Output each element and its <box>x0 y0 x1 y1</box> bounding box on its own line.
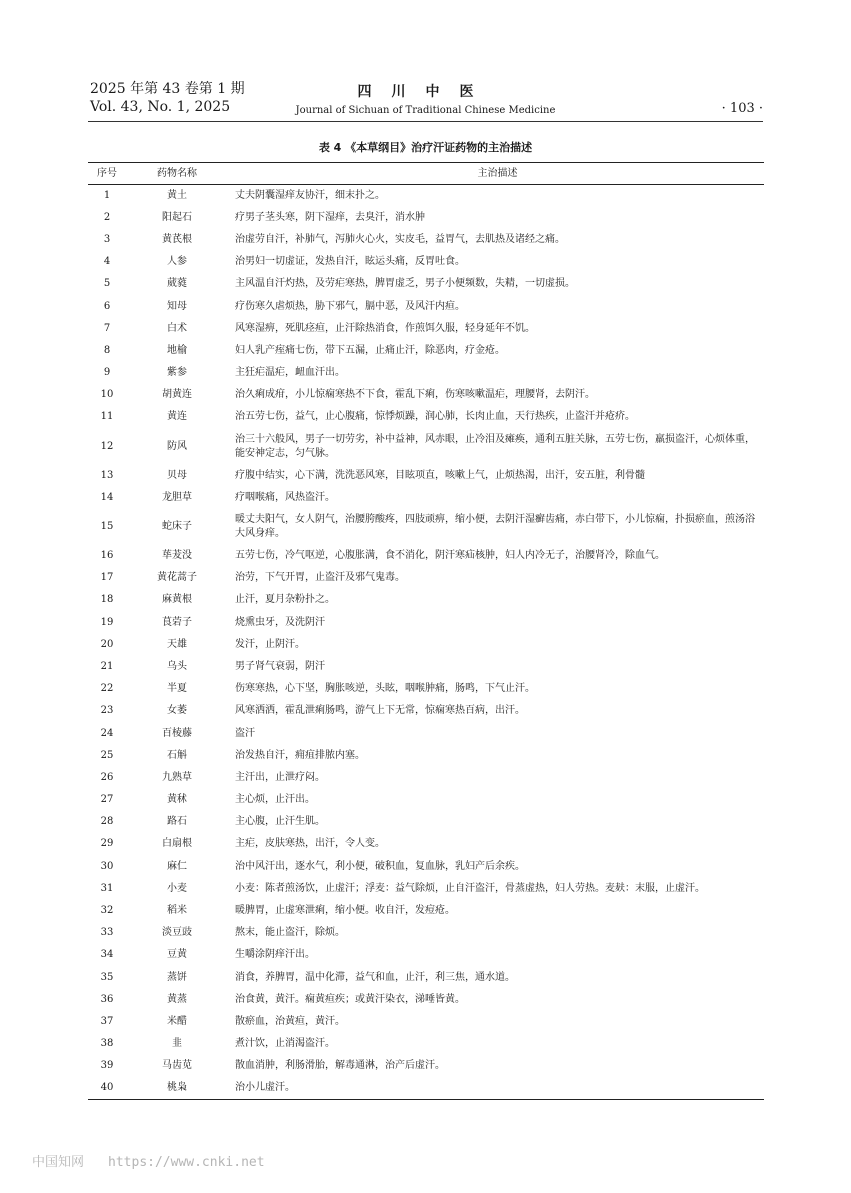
page-number: · 103 · <box>721 101 763 116</box>
herb-name: 蛇床子 <box>162 520 192 532</box>
herb-name: 龙胆草 <box>162 491 192 503</box>
table-row <box>88 922 764 944</box>
row-index: 20 <box>100 638 114 650</box>
herb-description: 熬末，能止盗汗，除烦。 <box>235 927 345 939</box>
table-row <box>88 634 764 656</box>
row-index: 29 <box>100 838 114 850</box>
table-row <box>88 589 764 611</box>
table-row <box>88 678 764 700</box>
table-row <box>88 384 764 406</box>
herb-description: 治三十六般风，男子一切劳劣，补中益神，风赤眼，止冷泪及瘫痪，通利五脏关脉，五劳七伤，羸损盗汗，心烦体重，能安神定志，匀气脉。 <box>235 433 755 459</box>
row-index: 38 <box>100 1038 114 1050</box>
herb-name: 九熟草 <box>162 771 192 783</box>
herb-description: 暖丈夫阳气，女人阴气，治腰胯酸疼，四肢顽痹，缩小便，去阴汗湿癣齿痛，赤白带下，小儿惊痫，扑损瘀血，煎汤浴大风身痒。 <box>235 513 755 539</box>
table-row <box>88 465 764 487</box>
herb-description: 治五劳七伤，益气，止心腹痛，惊悸烦躁，润心肺，长肉止血，天行热疾，止盗汗并疮疥。 <box>235 411 635 423</box>
table-row <box>88 989 764 1011</box>
table-row <box>88 700 764 722</box>
herb-name: 女萎 <box>167 705 187 717</box>
row-index: 1 <box>103 189 111 201</box>
herb-name: 知母 <box>167 300 187 312</box>
herb-description: 暖脾胃，止虚寒泄痢，缩小便。收自汗，发痘疮。 <box>235 905 455 917</box>
herb-description: 男子肾气衰弱，阴汗 <box>235 660 325 672</box>
herb-description: 散血消肿，利肠滑胎，解毒通淋，治产后虚汗。 <box>235 1060 445 1072</box>
herb-description: 主心腹，止汗生肌。 <box>235 816 325 828</box>
herb-name: 葳蕤 <box>167 278 187 290</box>
row-index: 10 <box>100 389 114 401</box>
row-index: 32 <box>100 905 114 917</box>
table-row <box>88 856 764 878</box>
row-index: 17 <box>100 572 114 584</box>
header-index: 序号 <box>88 163 126 185</box>
herb-name: 贝母 <box>167 469 187 481</box>
table-row <box>88 251 764 273</box>
herb-description: 治发热自汗，痈疽排脓内塞。 <box>235 749 365 761</box>
cnki-watermark <box>32 1151 265 1170</box>
watermark-site: 中国知网 <box>32 1155 85 1170</box>
herb-name: 黄芪根 <box>162 233 192 245</box>
herb-description: 妇人乳产痓痛七伤，带下五漏，止痛止汗，除恶肉，疗金疮。 <box>235 344 505 356</box>
row-index: 13 <box>100 469 114 481</box>
herb-name: 黄土 <box>167 189 187 201</box>
herb-name: 茛菪子 <box>162 616 192 628</box>
herb-name: 黄蒸 <box>167 993 187 1005</box>
herb-name: 淡豆豉 <box>162 927 192 939</box>
herb-description: 治劳，下气开胃，止盗汗及邪气鬼毒。 <box>235 572 405 584</box>
table-row <box>88 833 764 855</box>
herb-name: 百棱藤 <box>162 727 192 739</box>
watermark-url: https://www.cnki.net <box>108 1155 265 1170</box>
table-header-row <box>88 163 764 185</box>
herb-description: 小麦：陈者煎汤饮，止虚汗；浮麦：益气除烦，止自汗盗汗，骨蒸虚热，妇人劳热。麦麸：末服，止虚汗。 <box>235 882 705 894</box>
herb-name: 豆黄 <box>167 949 187 961</box>
header-description: 主治描述 <box>228 163 764 185</box>
row-index: 16 <box>100 550 114 562</box>
table-row <box>88 1033 764 1055</box>
row-index: 6 <box>103 300 111 312</box>
herb-name: 紫参 <box>167 367 187 379</box>
table-row <box>88 789 764 811</box>
table-row <box>88 811 764 833</box>
herb-name: 荜茇没 <box>162 550 192 562</box>
row-index: 25 <box>100 749 114 761</box>
herb-description: 治食黄，黄汗。痫黄疸疾；或黄汗染衣，涕唾皆黄。 <box>235 993 465 1005</box>
herb-description: 发汗，止阴汗。 <box>235 638 305 650</box>
herb-description: 风寒湿痹，死肌痉疸，止汗除热消食，作煎饵久服，轻身延年不饥。 <box>235 322 535 334</box>
row-index: 9 <box>103 367 111 379</box>
herb-description: 风寒洒洒，霍乱泄痢肠鸣，游气上下无常，惊痫寒热百病，出汗。 <box>235 705 525 717</box>
row-index: 12 <box>100 440 114 452</box>
journal-name-cn: 四川中医 <box>357 84 494 100</box>
table-row <box>88 1011 764 1033</box>
herb-description: 盗汗 <box>235 727 255 739</box>
row-index: 11 <box>100 411 114 423</box>
table-row <box>88 185 764 207</box>
row-index: 35 <box>100 971 114 983</box>
herb-description: 煮汁饮，止消渴盗汗。 <box>235 1038 335 1050</box>
table-row <box>88 656 764 678</box>
herb-name: 白扇根 <box>162 838 192 850</box>
herb-description: 治久痢成疳，小儿惊痫寒热不下食，霍乱下痢，伤寒咳嗽温疟，理腰肾，去阴汗。 <box>235 389 595 401</box>
herb-table <box>88 162 764 1100</box>
row-index: 36 <box>100 993 114 1005</box>
herb-name: 人参 <box>167 256 187 268</box>
table-row <box>88 767 764 789</box>
herb-description: 治男妇一切虚证，发热自汗，眩运头痛，反胃吐食。 <box>235 256 465 268</box>
herb-name: 麻仁 <box>167 860 187 872</box>
table-row <box>88 1055 764 1077</box>
header-rule <box>88 121 763 122</box>
row-index: 33 <box>100 927 114 939</box>
herb-name: 地榆 <box>167 344 187 356</box>
table-row <box>88 273 764 295</box>
row-index: 21 <box>100 660 114 672</box>
herb-description: 五劳七伤，冷气呕逆，心腹胀满，食不消化，阴汗寒疝核肿，妇人内冷无子，治腰肾冷，除血气。 <box>235 550 665 562</box>
row-index: 24 <box>100 727 114 739</box>
herb-name: 阳起石 <box>162 211 192 223</box>
table-row <box>88 406 764 428</box>
herb-description: 治小儿虚汗。 <box>228 1077 764 1099</box>
row-index: 19 <box>100 616 114 628</box>
herb-name: 米醋 <box>167 1015 187 1027</box>
row-index: 27 <box>100 794 114 806</box>
table-row <box>88 207 764 229</box>
row-index: 8 <box>103 344 111 356</box>
herb-name: 黄花蒿子 <box>157 572 197 584</box>
table-row <box>88 878 764 900</box>
row-index: 40 <box>88 1077 126 1099</box>
table-row <box>88 567 764 589</box>
herb-description: 消食，养脾胃，温中化滞，益气和血，止汗，利三焦，通水道。 <box>235 971 515 983</box>
herb-description: 疗咽喉痛，风热盗汗。 <box>235 491 335 503</box>
herb-name: 路石 <box>167 816 187 828</box>
row-index: 30 <box>100 860 114 872</box>
table-body <box>88 185 764 1100</box>
table-row <box>88 509 764 545</box>
table-row <box>88 340 764 362</box>
herb-description: 丈夫阴囊湿痒友协汗，细末扑之。 <box>235 189 385 201</box>
row-index: 4 <box>103 256 111 268</box>
herb-description: 主狂疟温疟，衄血汗出。 <box>235 367 345 379</box>
herb-name: 黄连 <box>167 411 187 423</box>
table-row <box>88 900 764 922</box>
row-index: 7 <box>103 322 111 334</box>
table-row <box>88 745 764 767</box>
row-index: 31 <box>100 882 114 894</box>
herb-name: 韭 <box>172 1038 182 1050</box>
herb-description: 止汗，夏月杂粉扑之。 <box>235 594 335 606</box>
row-index: 2 <box>103 211 111 223</box>
row-index: 18 <box>100 594 114 606</box>
table-row <box>88 545 764 567</box>
herb-description: 主风温自汗灼热，及劳疟寒热，脾胃虚乏，男子小便频数，失精，一切虚损。 <box>235 278 575 290</box>
issue-cn: 2025 年第 43 卷第 1 期 <box>90 81 245 97</box>
row-index: 34 <box>100 949 114 961</box>
table-row <box>88 967 764 989</box>
row-index: 37 <box>100 1015 114 1027</box>
table-row <box>88 318 764 340</box>
herb-name: 小麦 <box>167 882 187 894</box>
herb-name: 黄秫 <box>167 794 187 806</box>
herb-name: 稻米 <box>167 905 187 917</box>
herb-description: 疗男子茎头寒，阴下湿痒，去臭汗，消水肿 <box>235 211 425 223</box>
row-index: 39 <box>100 1060 114 1072</box>
table-row <box>88 362 764 384</box>
herb-description: 烧熏虫牙，及洗阴汗 <box>235 616 325 628</box>
herb-description: 主汗出，止泄疗闷。 <box>235 771 325 783</box>
table-row <box>88 612 764 634</box>
herb-description: 疗伤寒久虐烦热，胁下邪气，膈中恶，及风汗内疸。 <box>235 300 465 312</box>
herb-name: 天雄 <box>167 638 187 650</box>
herb-name: 蒸饼 <box>167 971 187 983</box>
table-row <box>88 722 764 744</box>
table-row <box>88 295 764 317</box>
herb-name: 防风 <box>167 440 187 452</box>
herb-name: 石斛 <box>167 749 187 761</box>
herb-name: 乌头 <box>167 660 187 672</box>
herb-name: 马齿苋 <box>162 1060 192 1072</box>
herb-name: 半夏 <box>167 683 187 695</box>
row-index: 22 <box>100 683 114 695</box>
herb-name: 胡黄连 <box>162 389 192 401</box>
table-row <box>88 1077 764 1099</box>
issue-en: Vol. 43, No. 1, 2025 <box>90 99 231 115</box>
herb-name: 桃枭 <box>126 1077 228 1099</box>
table-row <box>88 487 764 509</box>
row-index: 3 <box>103 233 111 245</box>
herb-description: 主疟，皮肤寒热，出汗，令人变。 <box>235 838 385 850</box>
row-index: 5 <box>103 278 111 290</box>
herb-description: 生嚼涂阴痒汗出。 <box>235 949 315 961</box>
header-herb-name: 药物名称 <box>126 163 228 185</box>
table-caption: 表 4 《本草纲目》治疗汗证药物的主治描述 <box>318 141 533 154</box>
herb-description: 伤寒寒热，心下坚，胸胀咳逆，头眩，咽喉肿痛，肠鸣，下气止汗。 <box>235 683 535 695</box>
row-index: 14 <box>100 491 114 503</box>
herb-name: 白术 <box>167 322 187 334</box>
herb-description: 主心烦，止汗出。 <box>235 794 315 806</box>
journal-name-en: Journal of Sichuan of Traditional Chinese Medicine <box>295 105 556 116</box>
row-index: 28 <box>100 816 114 828</box>
herb-description: 治中风汗出，逐水气，利小便，破积血，复血脉，乳妇产后余疾。 <box>235 860 525 872</box>
table-row <box>88 229 764 251</box>
row-index: 15 <box>100 520 114 532</box>
row-index: 26 <box>100 771 114 783</box>
herb-description: 治虚劳自汗，补肺气，泻肺火心火，实皮毛，益胃气，去肌热及诸经之痛。 <box>235 233 565 245</box>
herb-name: 麻黄根 <box>162 594 192 606</box>
herb-description: 疗腹中结实，心下满，洗洗恶风寒，目眩项直，咳嗽上气，止烦热渴，出汗，安五脏，利骨髓 <box>235 469 645 481</box>
table-row <box>88 944 764 966</box>
herb-description: 散瘀血，治黄疸，黄汗。 <box>235 1015 345 1027</box>
table-row <box>88 429 764 465</box>
row-index: 23 <box>100 705 114 717</box>
